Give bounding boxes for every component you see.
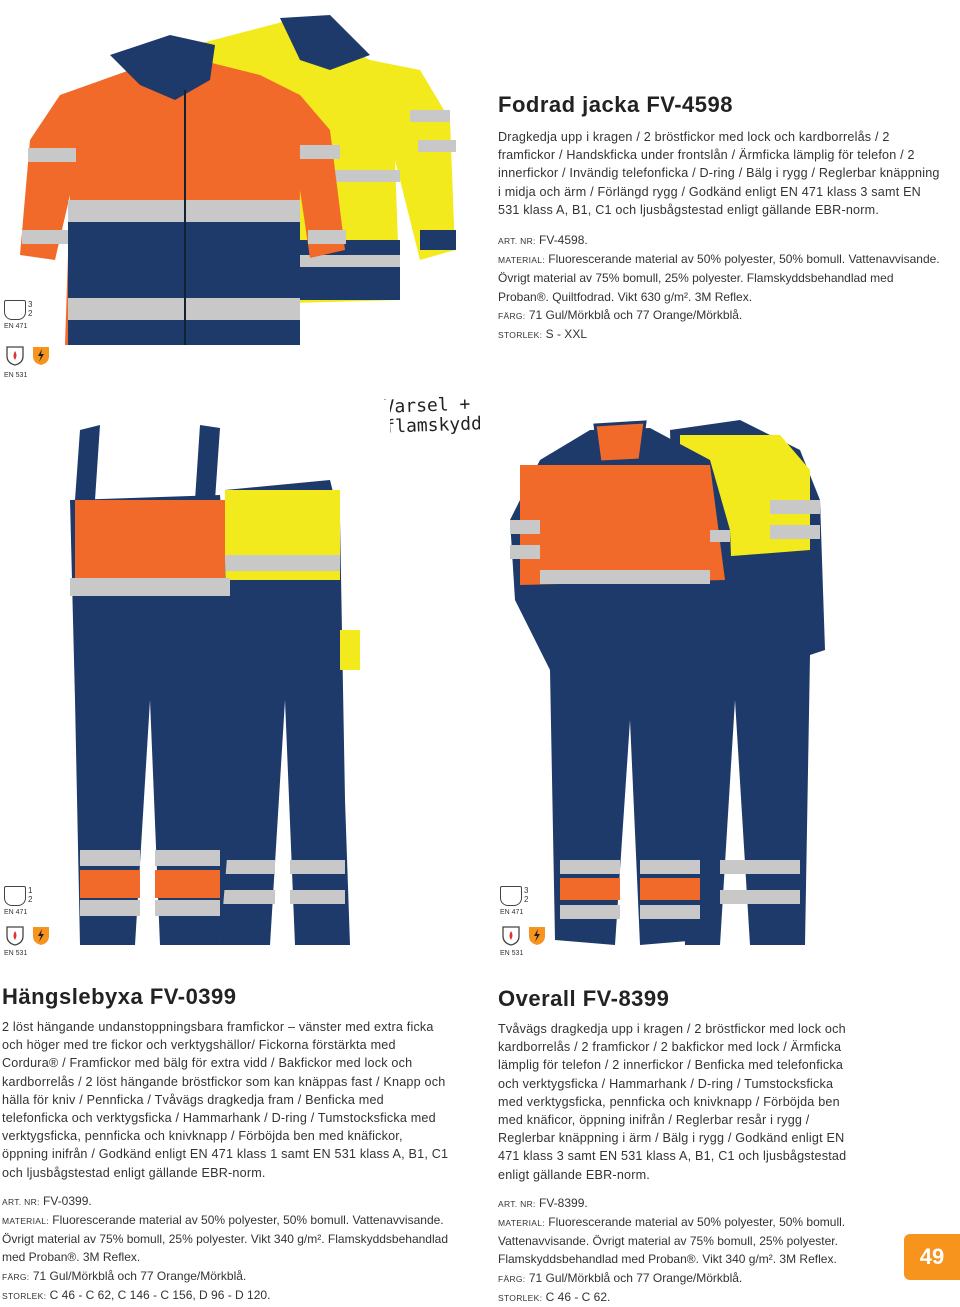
en471-class-numbers: 3 2 [28,300,33,318]
en471-certification-badge [4,300,34,330]
flame-shield-icon [4,344,26,366]
electric-arc-icon [30,924,52,946]
bib-color-row [2,1267,452,1286]
bib-material-row [2,1211,452,1267]
flame-protection-icons [4,344,52,366]
electric-arc-icon [526,924,548,946]
jacket-color-row [498,306,946,325]
overall-en471-certification-badge [500,886,530,916]
art-value: FV-8399. [539,1195,588,1210]
overall-flame-protection-icons [500,924,548,946]
material-label: MATERIAL: [2,1216,49,1227]
overall-product-image [480,400,860,960]
overall-art-row [498,1194,858,1213]
overall-en531-label: EN 531 [500,950,524,957]
color-label: FÄRG: [2,1271,30,1282]
art-label: ART. NR: [2,1196,40,1207]
art-label: ART. NR: [498,1198,536,1209]
hi-vis-vest-icon [4,886,26,906]
jacket-art-row [498,231,946,250]
size-label: STORLEK: [498,330,543,341]
color-value: 71 Gul/Mörkblå och 77 Orange/Mörkblå. [528,1270,743,1285]
bib-en531-label: EN 531 [4,950,28,957]
color-value: 71 Gul/Mörkblå och 77 Orange/Mörkblå. [32,1268,247,1283]
art-value: FV-0399. [43,1193,92,1208]
stamp-line-1: Varsel + [383,393,471,418]
en471-label: EN 471 [500,909,524,916]
bib-section [2,984,452,1305]
flame-shield-icon [500,924,522,946]
art-label: ART. NR: [498,236,536,247]
material-label: MATERIAL: [498,1218,545,1229]
page-number: 49 [904,1234,960,1280]
yellow-bib-illustration [220,480,360,945]
jacket-size-row [498,325,946,344]
color-label: FÄRG: [498,1273,526,1284]
jacket-material-row [498,250,946,306]
hi-vis-vest-icon [500,886,522,906]
material-value: Fluorescerande material av 50% polyester, 50% bomull. Vattenavvisande. Övrigt material av 75% bomull, 25% polyester. Flamskyddsbehandlad med Proban®. Vikt 340 g/m². 3M Reflex. [498,1215,846,1267]
overall-material-row [498,1213,858,1269]
hi-vis-vest-icon [4,300,26,320]
bib-size-row [2,1286,452,1305]
size-label: STORLEK: [2,1290,47,1301]
orange-overall-illustration [510,422,735,945]
bib-trousers-product-image [60,400,390,960]
material-value: Fluorescerande material av 50% polyester, 50% bomull. Vattenavvisande. Övrigt material av 75% bomull, 25% polyester. Vikt 340 g/m². Flamskyddsbehandlad med Proban®. 3M Reflex. [2,1213,448,1265]
flame-shield-icon [4,924,26,946]
bib-title: Hängslebyxa FV-0399 [2,984,237,1009]
bib-art-row [2,1192,452,1211]
en471-class-numbers: 1 2 [28,886,33,904]
material-value: Fluorescerande material av 50% polyester, 50% bomull. Vattenavvisande. Övrigt material av 75% bomull, 25% polyester. Flamskyddsbehandlad med Proban®. Quiltfodrad. Vikt 630 g/m². 3M Reflex. [498,252,940,304]
bib-en471-certification-badge [4,886,34,916]
color-value: 71 Gul/Mörkblå och 77 Orange/Mörkblå. [528,307,743,322]
bib-flame-protection-icons [4,924,52,946]
electric-arc-icon [30,344,52,366]
art-value: FV-4598. [539,233,588,248]
jacket-section [498,92,946,344]
en531-label: EN 531 [4,372,28,379]
size-value: S - XXL [545,327,587,342]
overall-color-row [498,1269,858,1288]
material-label: MATERIAL: [498,255,545,266]
overall-specs [498,1194,858,1307]
size-label: STORLEK: [498,1292,543,1303]
overall-size-row [498,1288,858,1307]
en471-label: EN 471 [4,909,28,916]
jacket-description: Dragkedja upp i kragen / 2 bröstfickor med lock och kardborrelås / 2 framfickor / Handskficka under frontslån / Ärmficka lämplig för telefon / 2 innerfickor / Invändig telefonficka / D-ring / Bälg i rygg / Reglerbar knäppning i midja och ärm / Förlängd rygg / Godkänd enligt EN 471 klass 3 samt EN 531 klass A, B1, C1 och ljusbågstestad enligt gällande EBR-norm. [498,130,940,217]
jacket-title: Fodrad jacka FV-4598 [498,92,733,117]
overall-description: Tvåvägs dragkedja upp i kragen / 2 bröstfickor med lock och kardborrelås / 2 framfickor / 2 bakfickor med lock / Ärmficka lämplig för telefon / 2 innerfickor / Benficka med telefonficka och verktygsficka / Hammarhank / D-ring / Tumstocksficka med verktygsficka, pennficka och knivknapp / Förböjda ben med knäficor, öppning inifrån / Reglerbar resår i rygg / Reglerbar knäppning i ärm / Bälg i rygg / Godkänd enligt EN 471 klass 3 samt EN 531 klass A, B1, C1 och ljusbågstestad enligt gällande EBR-norm. [498,1022,847,1182]
bib-specs [2,1192,452,1305]
size-value: C 46 - C 62, C 146 - C 156, D 96 - D 120. [49,1287,271,1302]
varsel-flamskydd-stamp [383,394,482,437]
stamp-line-2: flamskydd [383,413,483,438]
en471-class-numbers: 3 2 [524,886,529,904]
jacket-specs [498,231,946,344]
size-value: C 46 - C 62. [545,1289,611,1304]
en471-label: EN 471 [4,323,28,330]
overall-title: Overall FV-8399 [498,986,670,1011]
bib-description: 2 löst hängande undanstoppningsbara framfickor – vänster med extra ficka och höger med tre fickor och verktygshällor/ Fickorna förstärkta med Cordura® / Framfickor med bälg för extra vidd / Bakfickor med lock och kardborrelås / 2 löst hängande bröstfickor som kan knäppas fast / Knapp och hälla för kniv / Pennficka / Tvåvägs dragkedja fram / Benficka med telefonficka och verktygsficka / Hammarhank / D-ring / Tumstocksficka med verktygsficka, pennficka och knivknapp / Förböjda ben med knäfickor, öppning inifrån / Godkänd enligt EN 471 klass 1 samt EN 531 klass A, B1, C1 och ljusbågstestad enligt gällande EBR-norm. [2,1020,449,1180]
orange-bib-illustration [70,425,230,945]
jacket-product-image [0,0,470,370]
color-label: FÄRG: [498,310,526,321]
overall-section [498,986,858,1307]
